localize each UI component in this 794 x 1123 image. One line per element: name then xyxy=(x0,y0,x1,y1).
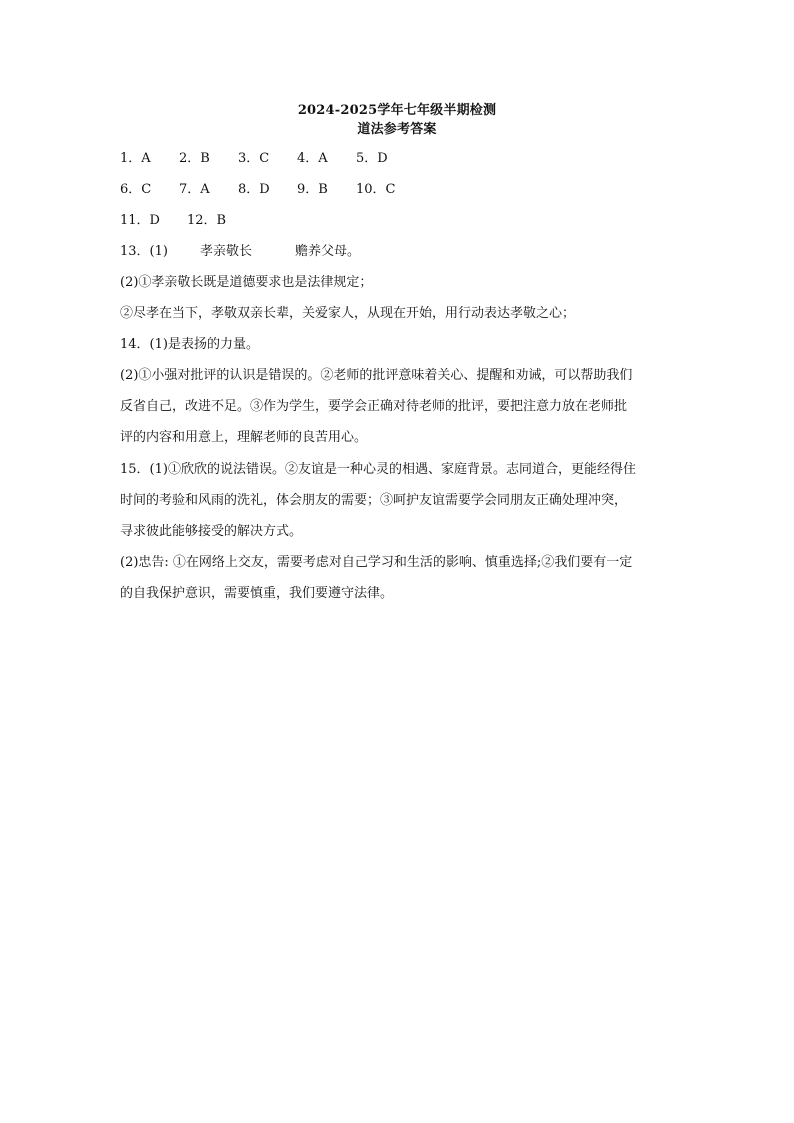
answer-blank: 孝亲敬长 xyxy=(200,244,253,259)
q15-part1-line: 15．(1)①欣欣的说法错误。②友谊是一种心灵的相遇、家庭背景。志同道合，更能经得住 xyxy=(120,462,636,477)
choice-answer: 2．B xyxy=(179,151,210,166)
choice-answer: 6．C xyxy=(120,182,152,197)
q15-part1-line: 时间的考验和风雨的洗礼，体会朋友的需要；③呵护友谊需要学会同朋友正确处理冲突， xyxy=(120,493,628,508)
choice-answer: 10．C xyxy=(356,182,396,197)
choice-row-1 xyxy=(120,147,388,166)
choice-answer: 8．D xyxy=(238,182,270,197)
choice-row-2 xyxy=(120,178,396,197)
choice-answer: 4．A xyxy=(297,151,328,166)
q15-part2-line: 的自我保护意识，需要慎重，我们要遵守法律。 xyxy=(120,586,394,601)
choice-answer: 1．A xyxy=(120,151,151,166)
q13-part2-line: ②尽孝在当下，孝敬双亲长辈，关爱家人，从现在开始，用行动表达孝敬之心； xyxy=(120,306,576,321)
choice-answer: 11．D xyxy=(120,213,160,228)
choice-answer: 5．D xyxy=(356,151,388,166)
q14-part1: 14．(1)是表扬的力量。 xyxy=(120,337,259,352)
document-subtitle: 道法参考答案 xyxy=(357,122,437,137)
q13-part1 xyxy=(120,240,360,259)
q14-part2-line: (2)①小强对批评的认识是错误的。②老师的批评意味着关心、提醒和劝诫，可以帮助我们 xyxy=(120,368,633,383)
choice-answer: 9．B xyxy=(297,182,328,197)
q15-part1-line: 寻求彼此能够接受的解决方式。 xyxy=(120,524,303,539)
document-title: 2024-2025学年七年级半期检测 xyxy=(297,103,497,118)
choice-row-3 xyxy=(120,209,226,228)
q13-part2-line: (2)①孝亲敬长既是道德要求也是法律规定； xyxy=(120,275,373,290)
question-number: 13．(1) xyxy=(120,244,168,259)
q15-part2-line: (2)忠告: ①在网络上交友，需要考虑对自己学习和生活的影响、慎重选择;②我们要有一定 xyxy=(120,555,633,570)
choice-answer: 7．A xyxy=(179,182,210,197)
q14-part2-line: 评的内容和用意上，理解老师的良苦用心。 xyxy=(120,430,368,445)
answer-blank: 赡养父母。 xyxy=(295,244,361,259)
choice-answer: 3．C xyxy=(238,151,270,166)
q14-part2-line: 反省自己，改进不足。③作为学生，要学会正确对待老师的批评，要把注意力放在老师批 xyxy=(120,399,628,414)
choice-answer: 12．B xyxy=(187,213,227,228)
